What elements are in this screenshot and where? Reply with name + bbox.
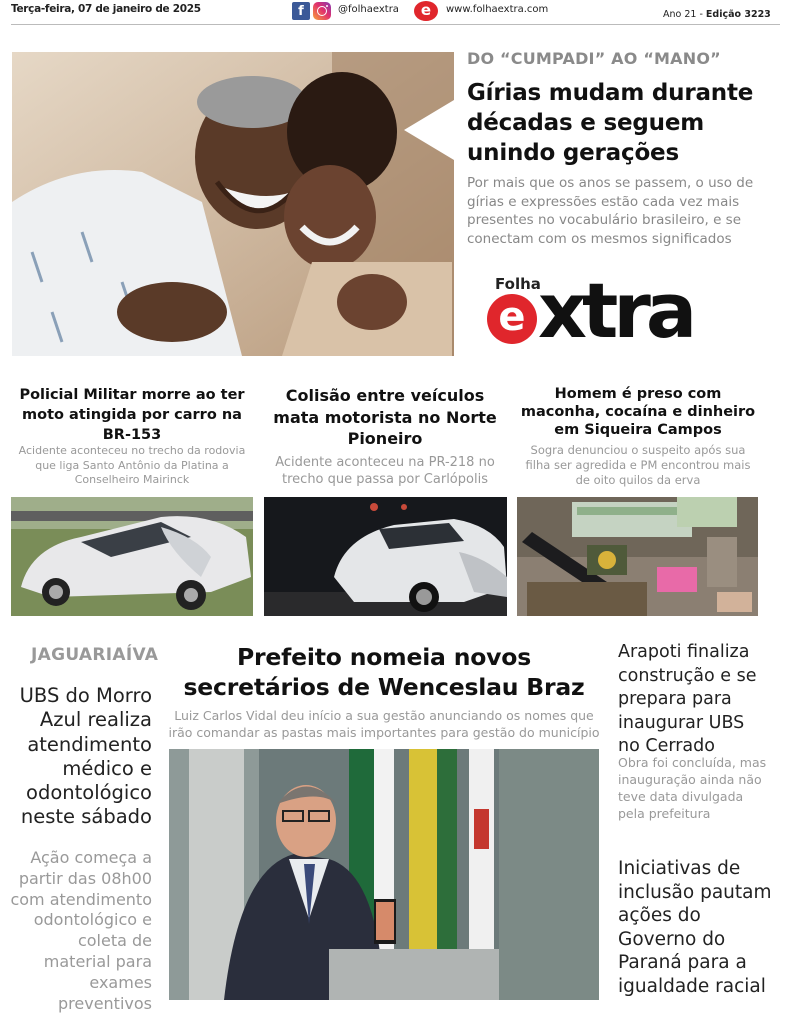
left-story-kicker: JAGUARIAÍVA bbox=[31, 645, 159, 665]
feature-photo[interactable] bbox=[12, 52, 454, 356]
website-link[interactable]: www.folhaextra.com bbox=[446, 4, 549, 15]
story-1-photo[interactable] bbox=[11, 497, 253, 616]
logo-xtra-text: xtra bbox=[538, 266, 693, 355]
edition-date: Terça-feira, 07 de janeiro de 2025 bbox=[11, 3, 201, 15]
left-story-headline[interactable]: UBS do Morro Azul realiza atendimento médico e odontológico neste sábado bbox=[19, 684, 152, 829]
right-story-1-subtitle: Obra foi concluída, mas inauguração ainda não teve data divulgada pela prefeitura bbox=[618, 755, 767, 821]
facebook-icon[interactable]: f bbox=[292, 2, 310, 20]
folhaextra-e-icon: e bbox=[414, 1, 438, 21]
edition-prefix: Ano 21 - bbox=[663, 9, 706, 20]
right-story-2-headline[interactable]: Iniciativas de inclusão pautam ações do Governo do Paraná para a igualdade racial bbox=[618, 858, 772, 997]
instagram-icon[interactable] bbox=[313, 2, 331, 20]
header-divider bbox=[11, 24, 780, 25]
story-2-headline[interactable]: Colisão entre veículos mata motorista no Norte Pioneiro bbox=[273, 386, 497, 448]
logo-e-badge: e bbox=[487, 294, 537, 344]
social-handle[interactable]: @folhaextra bbox=[338, 4, 399, 15]
center-story-headline[interactable]: Prefeito nomeia novos secretários de Wenceslau Braz bbox=[183, 643, 585, 701]
left-story-subtitle: Ação começa a partir das 08h00 com atendimento odontológico e coleta de material para exames preventivos bbox=[10, 848, 152, 1013]
feature-headline[interactable]: Gírias mudam durante décadas e seguem unindo gerações bbox=[467, 80, 754, 166]
story-1-subtitle: Acidente aconteceu no trecho da rodovia que liga Santo Antônio da Platina a Conselheiro Mairinck bbox=[18, 444, 246, 486]
center-story-photo[interactable] bbox=[169, 749, 599, 1000]
logo-folha-text: Folha bbox=[495, 275, 541, 293]
story-3-photo[interactable] bbox=[517, 497, 758, 616]
story-3-headline[interactable]: Homem é preso com maconha, cocaína e dinheiro em Siqueira Campos bbox=[520, 386, 756, 438]
right-story-1-headline[interactable]: Arapoti finaliza construção e se prepara para inaugurar UBS no Cerrado bbox=[618, 642, 757, 756]
edition-label: Edição 3223 bbox=[705, 9, 771, 20]
story-3-subtitle: Sogra denunciou o suspeito após sua filha ser agredida e PM encontrou mais de oito quilos da erva bbox=[525, 443, 751, 487]
story-2-photo[interactable] bbox=[264, 497, 507, 616]
feature-photo-notch bbox=[404, 100, 454, 160]
feature-subtitle: Por mais que os anos se passem, o uso de gírias e expressões estão cada vez mais presentes no vocabulário brasileiro, e se conectam com os mesmos significados bbox=[467, 175, 754, 247]
center-story-subtitle: Luiz Carlos Vidal deu início a sua gestão anunciando os nomes que irão comandar as pastas mais importantes para gestão do município bbox=[168, 708, 600, 740]
story-1-headline[interactable]: Policial Militar morre ao ter moto atingida por carro na BR-153 bbox=[19, 387, 245, 443]
edition-number bbox=[663, 9, 771, 20]
feature-kicker: DO “CUMPADI” AO “MANO” bbox=[467, 49, 721, 68]
story-2-subtitle: Acidente aconteceu na PR-218 no trecho que passa por Carlópolis bbox=[275, 455, 495, 487]
